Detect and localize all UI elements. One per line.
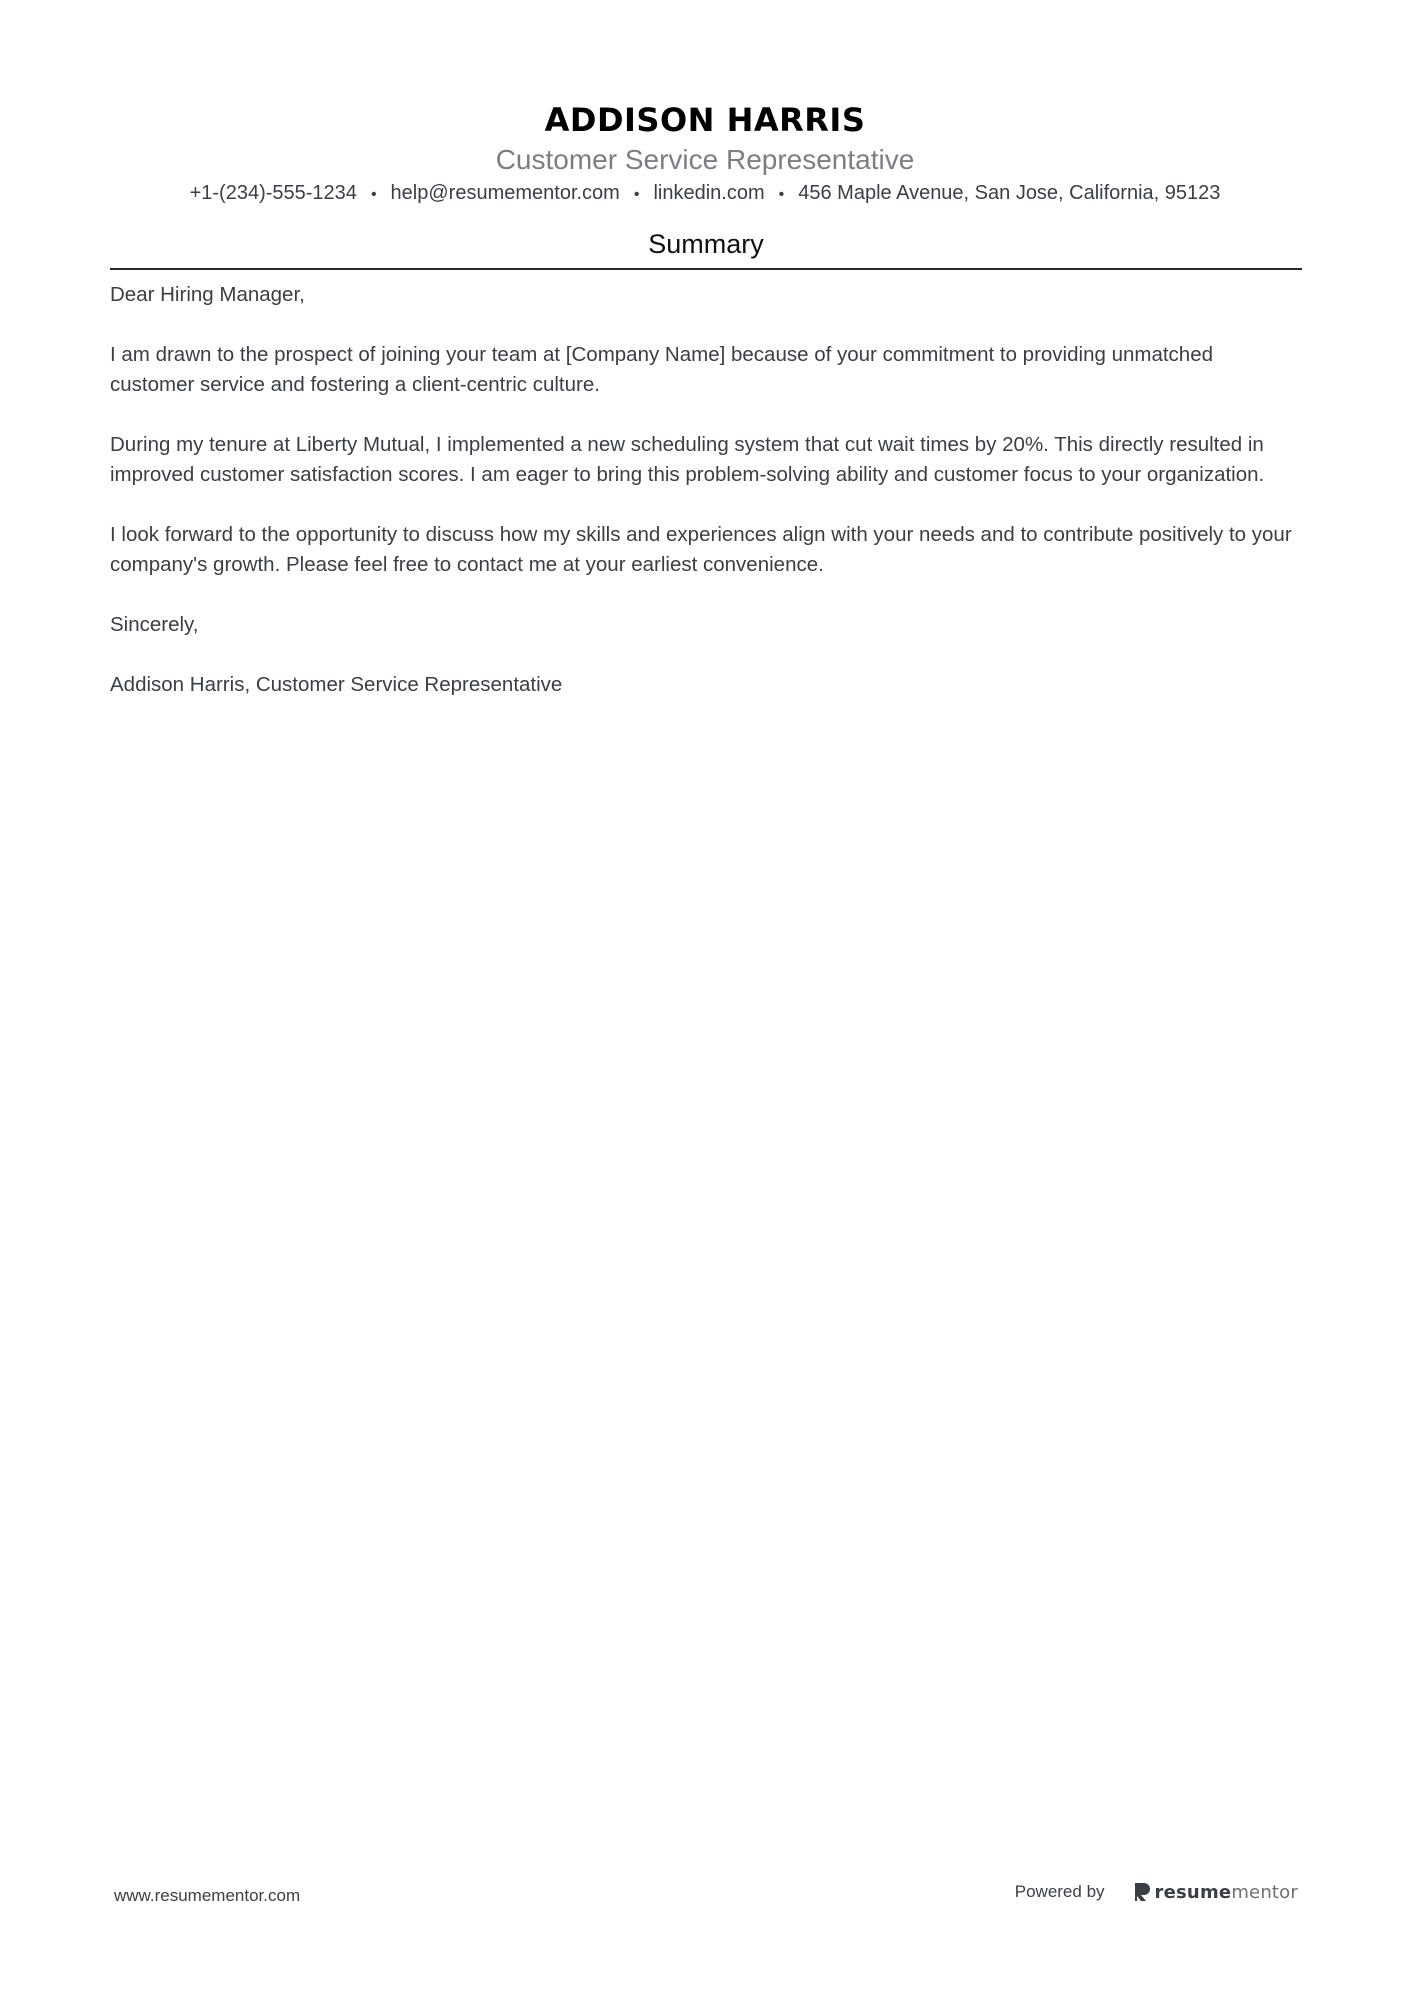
section-divider [110, 268, 1302, 270]
footer-powered-by [1015, 1881, 1298, 1903]
contact-linkedin[interactable]: linkedin.com [653, 182, 765, 204]
separator-dot: • [370, 186, 377, 203]
contact-phone: +1-(234)-555-1234 [189, 182, 357, 204]
brand-wordmark [1155, 1882, 1298, 1903]
separator-dot: • [633, 186, 640, 203]
footer-website-link[interactable]: www.resumementor.com [114, 1886, 301, 1905]
separator-dot: • [778, 186, 785, 203]
letter-paragraph: During my tenure at Liberty Mutual, I implemented a new scheduling system that cut wait times by 20%. This directly resulted in improved customer satisfaction scores. I am eager to bring this problem-solving ability and customer focus to your organization. [110, 433, 1265, 486]
resume-header [0, 98, 1410, 210]
letter-paragraph: I look forward to the opportunity to discuss how my skills and experiences align with your needs and to contribute positively to your company's growth. Please feel free to contact me at your earliest convenience. [110, 523, 1292, 576]
brand-logo[interactable] [1133, 1881, 1298, 1903]
resumementor-logo-icon [1133, 1881, 1151, 1903]
section-title-summary: Summary [648, 229, 764, 259]
letter-greeting: Dear Hiring Manager, [110, 283, 305, 306]
letter-signature: Addison Harris, Customer Service Representative [110, 673, 563, 696]
letter-paragraph: I am drawn to the prospect of joining your team at [Company Name] because of your commitment to providing unmatched customer service and fostering a client-centric culture. [110, 343, 1213, 396]
applicant-role: Customer Service Representative [495, 144, 915, 175]
applicant-name: ADDISON HARRIS [544, 101, 866, 139]
contact-email[interactable]: help@resumementor.com [390, 182, 620, 204]
cover-letter-body [110, 280, 1302, 730]
contact-line [0, 178, 1410, 210]
letter-closing: Sincerely, [110, 613, 199, 636]
contact-address: 456 Maple Avenue, San Jose, California, 95123 [798, 182, 1221, 204]
brand-wordmark-light: mentor [1231, 1881, 1298, 1903]
powered-by-label: Powered by [1014, 1882, 1105, 1901]
brand-wordmark-bold: resume [1154, 1881, 1232, 1903]
